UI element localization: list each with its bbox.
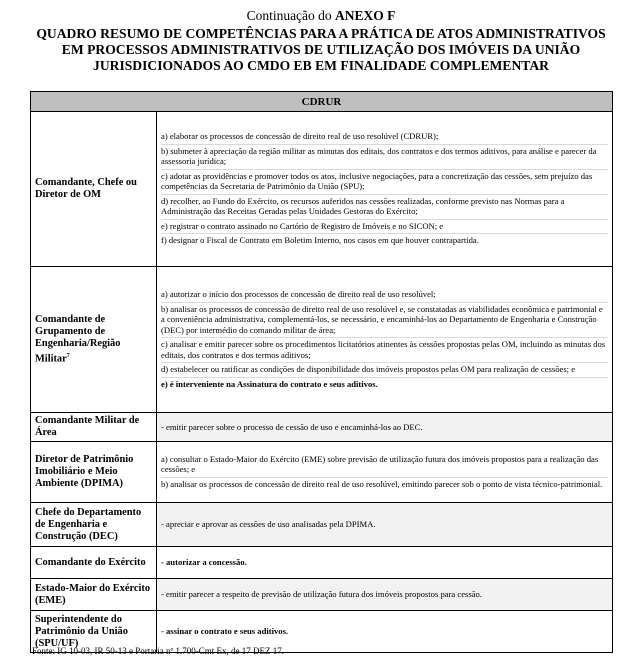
- duties-cell: [157, 442, 613, 503]
- annex-label: ANEXO F: [335, 8, 396, 23]
- duties-cell: [157, 112, 613, 267]
- competence-table: [30, 91, 613, 653]
- table-row: [31, 442, 613, 503]
- duty-item: b) analisar os processos de concessão de direito real de uso resolúvel, emitindo parecer sob o ponto de vista técnico-patrimonial.: [161, 478, 603, 489]
- duty-item: c) analisar e emitir parecer sobre os procedimentos licitatórios atinentes às cessões propostas pelas OM, incluindo as minutas dos editais, dos contratos e dos termos aditivos;: [161, 338, 608, 363]
- continuation-prefix: Continuação do: [246, 8, 332, 23]
- duty-item: a) consultar o Estado-Maior do Exército (EME) sobre previsão de utilização futura dos imóveis propostos para a realização das cessões; e: [161, 453, 608, 478]
- duty-item: e) é interveniente na Assinatura do contrato e seus aditivos.: [161, 378, 378, 389]
- duties-cell: - autorizar a concessão.: [157, 547, 613, 579]
- role-cell: Superintendente do Patrimônio da União (SPU/UF): [31, 611, 157, 653]
- continuation-line: [0, 8, 642, 24]
- duty-item: b) analisar os processos de concessão de direito real de uso resolúvel e, se constatadas as viabilidades econômica e patrimonial e a conveniência administrativa, complementá-los, se necessário, e encaminhá-los ao Departamento de Engenharia e Construção (DEC) por intermédio do comando militar de área;: [161, 303, 608, 339]
- duties-cell: - assinar o contrato e seus aditivos.: [157, 611, 613, 653]
- duty-item: f) designar o Fiscal de Contrato em Boletim Interno, nos casos em que houver contrapartida.: [161, 235, 479, 246]
- duty-item: a) elaborar os processos de concessão de direito real de uso resolúvel (CDRUR);: [161, 130, 608, 145]
- title-line-3: JURISDICIONADOS AO CMDO EB EM FINALIDADE COMPLEMENTAR: [93, 58, 549, 73]
- duties-cell: [157, 267, 613, 413]
- duties-cell: - apreciar e aprovar as cessões de uso analisadas pela DPIMA.: [157, 503, 613, 547]
- table-header: CDRUR: [31, 92, 613, 112]
- table-row: [31, 267, 613, 413]
- table-row: [31, 413, 613, 442]
- duty-item: d) estabelecer ou ratificar as condições de disponibilidade dos imóveis propostos pelas OM para realização de cessões; e: [161, 363, 608, 378]
- table-row: [31, 547, 613, 579]
- source-note: Fonte: IG 10-03, IR 50-13 e Portaria nº 1.700-Cmt Ex, de 17 DEZ 17.: [32, 646, 285, 656]
- duty-item: e) registrar o contrato assinado no Cartório de Registro de Imóveis e no SICON; e: [161, 220, 608, 235]
- role-cell: [31, 267, 157, 413]
- table-row: [31, 579, 613, 611]
- duty-item: c) adotar as providências e promover todos os atos, inclusive negociações, para a concretização das cessões, sem prejuízo das competências da Secretaria de Patrimônio da União (SPU);: [161, 170, 608, 195]
- table-header-row: [31, 92, 613, 112]
- duties-cell: - emitir parecer sobre o processo de cessão de uso e encaminhá-los ao DEC.: [157, 413, 613, 442]
- role-cell: Estado-Maior do Exército (EME): [31, 579, 157, 611]
- duty-item: d) recolher, ao Fundo do Exército, os recursos auferidos nas cessões realizadas, conforme previsto nas Normas para a Administração das Receitas Geradas pelas Unidades Gestoras do Exército;: [161, 195, 608, 220]
- role-cell: Diretor de Patrimônio Imobiliário e Meio Ambiente (DPIMA): [31, 442, 157, 503]
- role-cell: Comandante, Chefe ou Diretor de OM: [31, 112, 157, 267]
- document-title: [0, 26, 642, 74]
- table-row: [31, 112, 613, 267]
- role-cell: Comandante do Exército: [31, 547, 157, 579]
- title-line-1: QUADRO RESUMO DE COMPETÊNCIAS PARA A PRÁTICA DE ATOS ADMINISTRATIVOS: [36, 26, 606, 41]
- duty-item: b) submeter à apreciação da região militar as minutas dos editais, dos contratos e dos termos aditivos, para análise e parecer da assessoria jurídica;: [161, 145, 608, 170]
- duties-cell: - emitir parecer a respeito de previsão de utilização futura dos imóveis propostos para cessão.: [157, 579, 613, 611]
- title-line-2: EM PROCESSOS ADMINISTRATIVOS DE UTILIZAÇÃO DOS IMÓVEIS DA UNIÃO: [61, 42, 581, 57]
- table-row: [31, 503, 613, 547]
- duty-item: a) autorizar o início dos processos de concessão de direito real de uso resolúvel;: [161, 288, 608, 303]
- role-text: Comandante de Grupamento de Engenharia/Região Militar: [35, 313, 121, 365]
- footnote-marker: 7: [66, 352, 70, 359]
- role-cell: Chefe do Departamento de Engenharia e Construção (DEC): [31, 503, 157, 547]
- role-cell: Comandante Militar de Área: [31, 413, 157, 442]
